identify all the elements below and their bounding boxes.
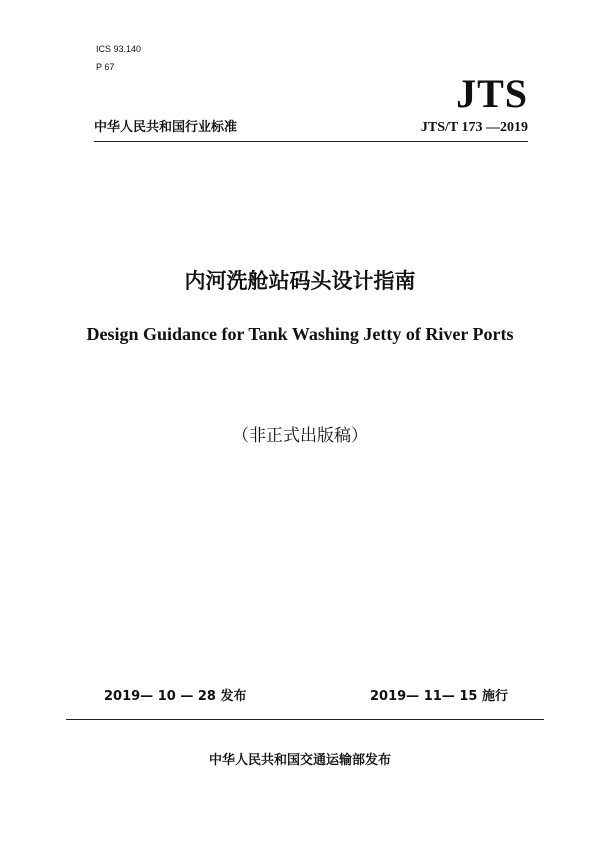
publisher: 中华人民共和国交通运输部发布 (208, 753, 391, 768)
document-title-english: Design Guidance for Tank Washing Jetty of River Ports (86, 324, 514, 344)
footer-divider (66, 719, 544, 720)
document-title-chinese: 内河洗舱站码头设计指南 (184, 269, 416, 293)
draft-note: （非正式出版稿） (232, 426, 368, 446)
classification-code: P 67 (96, 62, 115, 72)
standard-number: JTS/T 173 —2019 (420, 120, 528, 135)
issue-date: 2019— 10 — 28 发布 (104, 689, 247, 704)
industry-standard-label: 中华人民共和国行业标准 (94, 120, 238, 135)
implementation-date: 2019— 11— 15 施行 (370, 689, 508, 704)
ics-code: ICS 93.140 (96, 44, 142, 54)
jts-logo: JTS (456, 71, 528, 116)
header-divider (94, 141, 528, 142)
